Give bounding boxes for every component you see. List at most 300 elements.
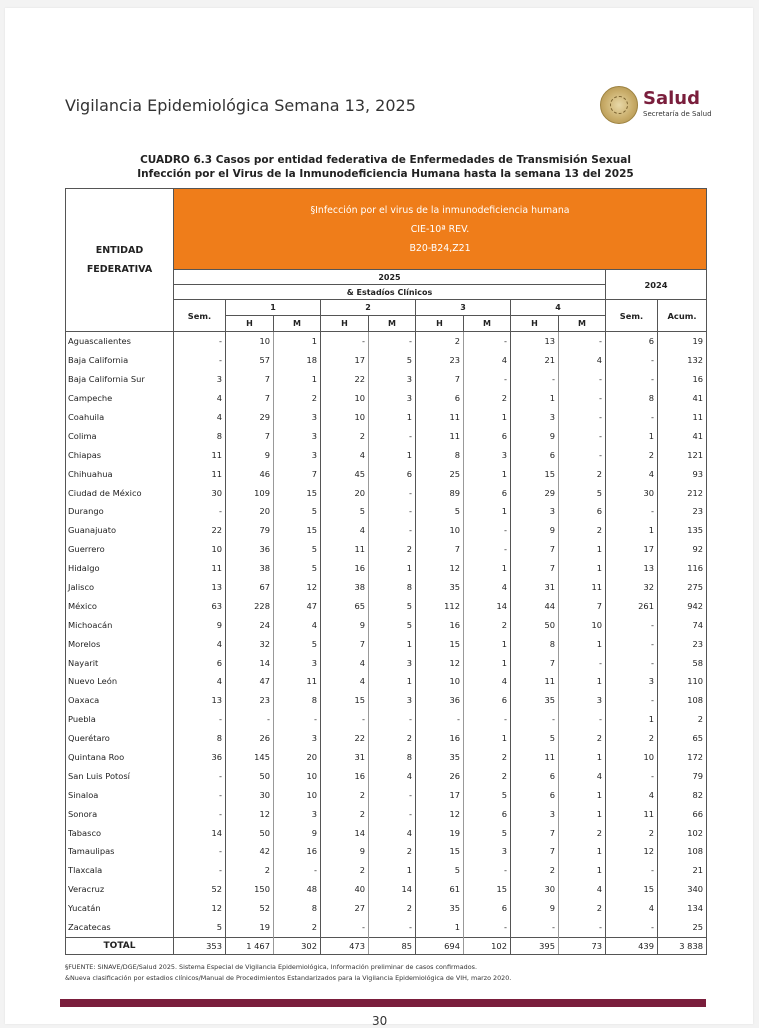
value-cell: 4 <box>321 521 369 540</box>
value-cell: 67 <box>226 578 274 597</box>
value-cell: 5 <box>464 823 511 842</box>
table-body <box>66 332 707 938</box>
value-cell: 52 <box>226 899 274 918</box>
value-cell: 1 <box>559 861 606 880</box>
footnote-classification: &Nueva clasificación por estadios clínicos/Manual de Procedimientos Estandarizados para la Vigilancia Epidemiológica de VIH, marzo 2020. <box>65 974 512 982</box>
value-cell: - <box>511 710 559 729</box>
value-cell: 45 <box>321 464 369 483</box>
total-cell: 473 <box>321 937 369 954</box>
h-header: H <box>321 316 369 332</box>
value-cell: 6 <box>606 332 658 351</box>
value-cell: - <box>464 861 511 880</box>
value-cell: 30 <box>511 880 559 899</box>
value-cell: 1 <box>369 559 416 578</box>
value-cell: 5 <box>416 502 464 521</box>
value-cell: - <box>174 785 226 804</box>
value-cell: 65 <box>658 729 707 748</box>
value-cell: 32 <box>606 578 658 597</box>
value-cell: 8 <box>369 748 416 767</box>
h-header: H <box>226 316 274 332</box>
footnotes <box>65 962 511 984</box>
value-cell: 6 <box>464 899 511 918</box>
value-cell: - <box>606 615 658 634</box>
value-cell: - <box>559 653 606 672</box>
value-cell: 38 <box>321 578 369 597</box>
value-cell: 14 <box>369 880 416 899</box>
table-row <box>66 804 707 823</box>
table-row <box>66 880 707 899</box>
value-cell: - <box>321 918 369 937</box>
value-cell: 1 <box>464 408 511 427</box>
value-cell: 36 <box>416 691 464 710</box>
state-name-cell: Chiapas <box>66 445 174 464</box>
value-cell: 9 <box>511 521 559 540</box>
state-name-cell: Oaxaca <box>66 691 174 710</box>
value-cell: 3 <box>369 653 416 672</box>
value-cell: 17 <box>321 351 369 370</box>
table-row <box>66 370 707 389</box>
table-row <box>66 918 707 937</box>
value-cell: - <box>606 370 658 389</box>
value-cell: 35 <box>416 899 464 918</box>
value-cell: 2 <box>274 918 321 937</box>
value-cell: 19 <box>226 918 274 937</box>
value-cell: - <box>321 710 369 729</box>
value-cell: 15 <box>416 842 464 861</box>
total-cell: 439 <box>606 937 658 954</box>
value-cell: - <box>174 332 226 351</box>
value-cell: 145 <box>226 748 274 767</box>
table-row <box>66 861 707 880</box>
state-name-cell: Ciudad de México <box>66 483 174 502</box>
table-row <box>66 578 707 597</box>
value-cell: 4 <box>464 672 511 691</box>
state-name-cell: Tamaulipas <box>66 842 174 861</box>
total-row <box>66 937 707 954</box>
value-cell: 6 <box>369 464 416 483</box>
value-cell: 23 <box>658 502 707 521</box>
stage-4-header: 4 <box>511 300 606 316</box>
value-cell: 79 <box>226 521 274 540</box>
table-row <box>66 766 707 785</box>
value-cell: 50 <box>226 823 274 842</box>
value-cell: 16 <box>321 559 369 578</box>
entidad-header <box>66 189 174 332</box>
value-cell: 9 <box>321 842 369 861</box>
table-footer <box>66 937 707 954</box>
value-cell: - <box>369 483 416 502</box>
value-cell: 4 <box>559 880 606 899</box>
logo-word: Salud <box>643 88 700 109</box>
state-name-cell: Aguascalientes <box>66 332 174 351</box>
value-cell: - <box>559 389 606 408</box>
value-cell: - <box>559 710 606 729</box>
value-cell: 15 <box>274 521 321 540</box>
table-row <box>66 823 707 842</box>
value-cell: 74 <box>658 615 707 634</box>
value-cell: 228 <box>226 596 274 615</box>
value-cell: 11 <box>174 559 226 578</box>
value-cell: 14 <box>464 596 511 615</box>
value-cell: 4 <box>606 464 658 483</box>
value-cell: 5 <box>559 483 606 502</box>
value-cell: 5 <box>464 785 511 804</box>
state-name-cell: Guanajuato <box>66 521 174 540</box>
value-cell: 8 <box>274 691 321 710</box>
value-cell: - <box>606 691 658 710</box>
value-cell: 2 <box>559 464 606 483</box>
value-cell: 212 <box>658 483 707 502</box>
m-header: M <box>559 316 606 332</box>
value-cell: 3 <box>274 653 321 672</box>
value-cell: 1 <box>369 672 416 691</box>
value-cell: - <box>369 785 416 804</box>
value-cell: 3 <box>464 445 511 464</box>
value-cell: - <box>174 861 226 880</box>
value-cell: 4 <box>559 766 606 785</box>
table-row <box>66 748 707 767</box>
value-cell: 7 <box>226 426 274 445</box>
value-cell: 35 <box>416 578 464 597</box>
m-header: M <box>464 316 511 332</box>
value-cell: - <box>606 861 658 880</box>
value-cell: 8 <box>274 899 321 918</box>
value-cell: 7 <box>511 559 559 578</box>
value-cell: 7 <box>274 464 321 483</box>
value-cell: 1 <box>369 445 416 464</box>
value-cell: 11 <box>274 672 321 691</box>
value-cell: 5 <box>174 918 226 937</box>
value-cell: 11 <box>559 578 606 597</box>
value-cell: 5 <box>274 559 321 578</box>
value-cell: 36 <box>226 540 274 559</box>
value-cell: 15 <box>606 880 658 899</box>
value-cell: 15 <box>321 691 369 710</box>
value-cell: 19 <box>658 332 707 351</box>
value-cell: 10 <box>321 389 369 408</box>
value-cell: 11 <box>658 408 707 427</box>
total-cell: 395 <box>511 937 559 954</box>
page-number: 30 <box>372 1014 388 1028</box>
sem-2025-header: Sem. <box>174 300 226 332</box>
value-cell: 172 <box>658 748 707 767</box>
value-cell: 3 <box>274 729 321 748</box>
value-cell: - <box>464 710 511 729</box>
value-cell: 13 <box>511 332 559 351</box>
value-cell: - <box>416 710 464 729</box>
cases-table <box>65 188 707 955</box>
value-cell: - <box>464 370 511 389</box>
value-cell: 2 <box>511 861 559 880</box>
value-cell: - <box>369 521 416 540</box>
value-cell: 1 <box>369 634 416 653</box>
value-cell: 5 <box>274 540 321 559</box>
value-cell: 20 <box>274 748 321 767</box>
table-row <box>66 332 707 351</box>
value-cell: - <box>559 332 606 351</box>
value-cell: 4 <box>606 899 658 918</box>
value-cell: 58 <box>658 653 707 672</box>
value-cell: - <box>559 918 606 937</box>
value-cell: 6 <box>416 389 464 408</box>
value-cell: - <box>464 332 511 351</box>
value-cell: - <box>369 804 416 823</box>
value-cell: 1 <box>559 559 606 578</box>
value-cell: 1 <box>464 559 511 578</box>
state-name-cell: Tlaxcala <box>66 861 174 880</box>
h-header: H <box>511 316 559 332</box>
value-cell: 5 <box>369 351 416 370</box>
value-cell: - <box>321 332 369 351</box>
value-cell: 50 <box>511 615 559 634</box>
state-name-cell: Baja California <box>66 351 174 370</box>
value-cell: 6 <box>464 483 511 502</box>
value-cell: 135 <box>658 521 707 540</box>
value-cell: - <box>606 502 658 521</box>
total-cell: 1 467 <box>226 937 274 954</box>
page-title: Vigilancia Epidemiológica Semana 13, 2025 <box>65 96 416 115</box>
value-cell: 2 <box>321 804 369 823</box>
table-row <box>66 899 707 918</box>
value-cell: 52 <box>174 880 226 899</box>
state-name-cell: Puebla <box>66 710 174 729</box>
value-cell: 3 <box>274 408 321 427</box>
value-cell: 4 <box>321 445 369 464</box>
value-cell: 5 <box>511 729 559 748</box>
value-cell: 63 <box>174 596 226 615</box>
value-cell: 16 <box>321 766 369 785</box>
value-cell: - <box>511 918 559 937</box>
value-cell: - <box>174 842 226 861</box>
value-cell: 18 <box>274 351 321 370</box>
value-cell: 5 <box>274 502 321 521</box>
value-cell: - <box>174 351 226 370</box>
value-cell: 3 <box>369 389 416 408</box>
table-header <box>66 189 707 332</box>
value-cell: 8 <box>174 729 226 748</box>
value-cell: 340 <box>658 880 707 899</box>
value-cell: 134 <box>658 899 707 918</box>
value-cell: 7 <box>511 842 559 861</box>
disease-code: B20-B24,Z21 <box>409 242 471 254</box>
value-cell: 3 <box>606 672 658 691</box>
acum-header: Acum. <box>658 300 707 332</box>
state-name-cell: Veracruz <box>66 880 174 899</box>
table-row <box>66 483 707 502</box>
value-cell: 3 <box>559 691 606 710</box>
value-cell: 1 <box>464 634 511 653</box>
value-cell: 5 <box>416 861 464 880</box>
value-cell: - <box>464 521 511 540</box>
value-cell: 3 <box>274 426 321 445</box>
value-cell: 11 <box>321 540 369 559</box>
value-cell: 6 <box>464 426 511 445</box>
value-cell: 7 <box>416 370 464 389</box>
value-cell: 44 <box>511 596 559 615</box>
value-cell: 15 <box>416 634 464 653</box>
value-cell: 15 <box>511 464 559 483</box>
value-cell: 30 <box>174 483 226 502</box>
total-cell: 694 <box>416 937 464 954</box>
value-cell: 22 <box>174 521 226 540</box>
table-row <box>66 540 707 559</box>
entidad-line-1: ENTIDAD <box>95 245 144 256</box>
table-row <box>66 351 707 370</box>
value-cell: 1 <box>274 370 321 389</box>
value-cell: 5 <box>369 596 416 615</box>
value-cell: 82 <box>658 785 707 804</box>
value-cell: 1 <box>274 332 321 351</box>
table-row <box>66 559 707 578</box>
value-cell: 9 <box>274 823 321 842</box>
value-cell: 1 <box>559 748 606 767</box>
value-cell: 1 <box>606 710 658 729</box>
value-cell: 2 <box>559 899 606 918</box>
value-cell: 4 <box>274 615 321 634</box>
table-row <box>66 464 707 483</box>
table-row <box>66 653 707 672</box>
m-header: M <box>369 316 416 332</box>
value-cell: 5 <box>274 634 321 653</box>
state-name-cell: México <box>66 596 174 615</box>
value-cell: 12 <box>174 899 226 918</box>
value-cell: 2 <box>464 766 511 785</box>
value-cell: 112 <box>416 596 464 615</box>
total-cell: 73 <box>559 937 606 954</box>
value-cell: 2 <box>464 389 511 408</box>
value-cell: 261 <box>606 596 658 615</box>
value-cell: - <box>369 918 416 937</box>
value-cell: 8 <box>416 445 464 464</box>
value-cell: 7 <box>511 653 559 672</box>
value-cell: 275 <box>658 578 707 597</box>
value-cell: 2 <box>464 748 511 767</box>
value-cell: 2 <box>321 861 369 880</box>
table-row <box>66 615 707 634</box>
value-cell: 41 <box>658 389 707 408</box>
value-cell: 1 <box>464 464 511 483</box>
value-cell: 29 <box>226 408 274 427</box>
table-row <box>66 408 707 427</box>
value-cell: 132 <box>658 351 707 370</box>
value-cell: 10 <box>559 615 606 634</box>
value-cell: 11 <box>511 748 559 767</box>
value-cell: 41 <box>658 426 707 445</box>
value-cell: 1 <box>511 389 559 408</box>
value-cell: 42 <box>226 842 274 861</box>
value-cell: 1 <box>606 426 658 445</box>
value-cell: 7 <box>416 540 464 559</box>
value-cell: - <box>606 634 658 653</box>
value-cell: 3 <box>274 804 321 823</box>
value-cell: 1 <box>464 502 511 521</box>
total-cell: 302 <box>274 937 321 954</box>
value-cell: 14 <box>174 823 226 842</box>
value-cell: 9 <box>226 445 274 464</box>
value-cell: 12 <box>416 559 464 578</box>
value-cell: 93 <box>658 464 707 483</box>
value-cell: - <box>511 370 559 389</box>
value-cell: 47 <box>226 672 274 691</box>
value-cell: 23 <box>226 691 274 710</box>
state-name-cell: Nayarit <box>66 653 174 672</box>
state-name-cell: Chihuahua <box>66 464 174 483</box>
value-cell: 1 <box>559 842 606 861</box>
total-label: TOTAL <box>66 937 174 954</box>
value-cell: 35 <box>416 748 464 767</box>
state-name-cell: Sonora <box>66 804 174 823</box>
value-cell: 1 <box>416 918 464 937</box>
value-cell: 2 <box>369 729 416 748</box>
value-cell: - <box>174 710 226 729</box>
value-cell: - <box>606 653 658 672</box>
value-cell: 17 <box>416 785 464 804</box>
value-cell: 11 <box>174 445 226 464</box>
value-cell: 20 <box>321 483 369 502</box>
value-cell: 6 <box>559 502 606 521</box>
value-cell: - <box>464 918 511 937</box>
value-cell: 1 <box>559 634 606 653</box>
table-row <box>66 445 707 464</box>
state-name-cell: Jalisco <box>66 578 174 597</box>
value-cell: 6 <box>511 766 559 785</box>
value-cell: 942 <box>658 596 707 615</box>
disease-header <box>174 189 707 270</box>
value-cell: 38 <box>226 559 274 578</box>
value-cell: 6 <box>464 691 511 710</box>
value-cell: 10 <box>416 672 464 691</box>
value-cell: - <box>606 766 658 785</box>
value-cell: 8 <box>511 634 559 653</box>
value-cell: 66 <box>658 804 707 823</box>
value-cell: 15 <box>464 880 511 899</box>
value-cell: 7 <box>511 540 559 559</box>
value-cell: 7 <box>226 370 274 389</box>
table-row <box>66 521 707 540</box>
value-cell: 12 <box>274 578 321 597</box>
value-cell: 4 <box>174 672 226 691</box>
entidad-line-2: FEDERATIVA <box>86 264 153 275</box>
value-cell: 4 <box>321 672 369 691</box>
value-cell: 21 <box>511 351 559 370</box>
value-cell: 29 <box>511 483 559 502</box>
value-cell: 31 <box>321 748 369 767</box>
value-cell: 2 <box>321 426 369 445</box>
state-name-cell: Nuevo León <box>66 672 174 691</box>
value-cell: 12 <box>416 653 464 672</box>
value-cell: 1 <box>369 861 416 880</box>
value-cell: 4 <box>369 823 416 842</box>
total-cell: 85 <box>369 937 416 954</box>
table-row <box>66 710 707 729</box>
value-cell: 61 <box>416 880 464 899</box>
value-cell: 14 <box>321 823 369 842</box>
value-cell: 3 <box>274 445 321 464</box>
value-cell: 27 <box>321 899 369 918</box>
value-cell: - <box>174 804 226 823</box>
state-name-cell: Guerrero <box>66 540 174 559</box>
value-cell: - <box>559 408 606 427</box>
value-cell: 89 <box>416 483 464 502</box>
value-cell: 15 <box>274 483 321 502</box>
value-cell: 3 <box>511 804 559 823</box>
value-cell: 2 <box>274 389 321 408</box>
value-cell: 2 <box>321 785 369 804</box>
value-cell: 22 <box>321 729 369 748</box>
value-cell: 10 <box>416 521 464 540</box>
value-cell: 50 <box>226 766 274 785</box>
value-cell: 109 <box>226 483 274 502</box>
